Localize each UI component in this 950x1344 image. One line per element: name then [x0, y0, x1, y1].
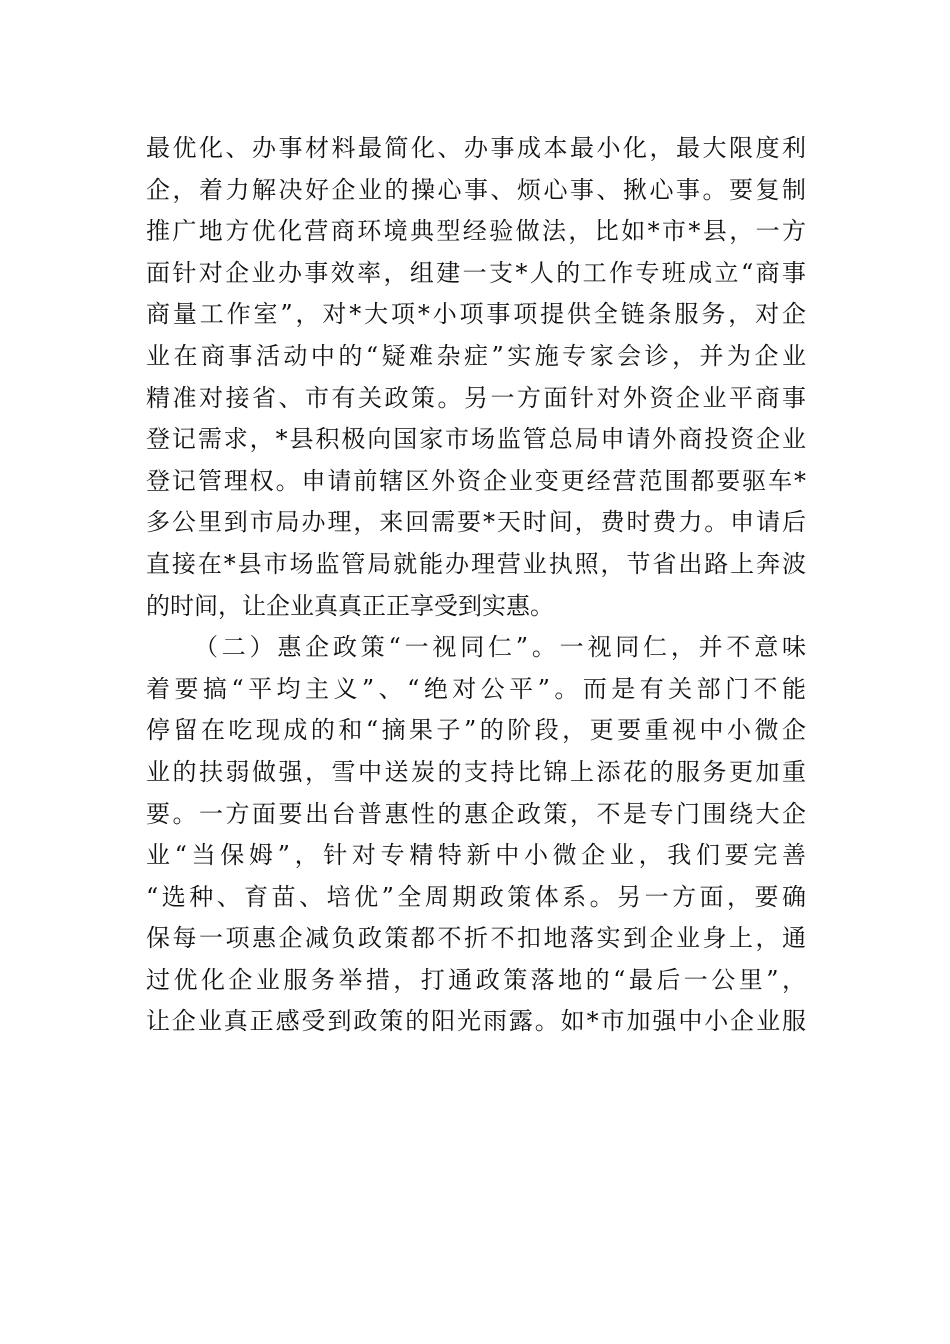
- text-line: 过优化企业服务举措，打通政策落地的“最后一公里”，: [146, 965, 806, 994]
- text-line: 精准对接省、市有关政策。另一方面针对外资企业平商事: [146, 383, 806, 412]
- paragraph-2: [146, 627, 806, 1043]
- text-line: “选种、育苗、培优”全周期政策体系。另一方面，要确: [146, 882, 806, 911]
- text-line: 业在商事活动中的“疑难杂症”实施专家会诊，并为企业: [146, 341, 806, 370]
- text-line: 业“当保姆”，针对专精特新中小微企业，我们要完善: [146, 841, 806, 870]
- text-line: 登记管理权。申请前辖区外资企业变更经营范围都要驱车*: [146, 466, 806, 495]
- text-line: 企，着力解决好企业的操心事、烦心事、揪心事。要复制: [146, 175, 806, 204]
- text-line: 推广地方优化营商环境典型经验做法，比如*市*县，一方: [146, 217, 806, 246]
- text-line: 让企业真正感受到政策的阳光雨露。如*市加强中小企业服: [146, 1007, 806, 1036]
- paragraph-1: [146, 128, 806, 627]
- text-line: 登记需求，*县积极向国家市场监管总局申请外商投资企业: [146, 425, 806, 454]
- text-line: 多公里到市局办理，来回需要*天时间，费时费力。申请后: [146, 508, 806, 537]
- text-line: 最优化、办事材料最简化、办事成本最小化，最大限度利: [146, 134, 806, 162]
- text-line: 商量工作室”，对*大项*小项事项提供全链条服务，对企: [146, 300, 806, 329]
- section-heading-line: （二）惠企政策“一视同仁”。一视同仁，并不意味: [194, 633, 806, 662]
- text-line: 停留在吃现成的和“摘果子”的阶段，更要重视中小微企: [146, 716, 806, 745]
- text-line: 面针对企业办事效率，组建一支*人的工作专班成立“商事: [146, 258, 806, 287]
- text-line: 业的扶弱做强，雪中送炭的支持比锦上添花的服务更加重: [146, 757, 806, 786]
- document-body: [146, 128, 806, 1043]
- text-line: 的时间，让企业真真正正享受到实惠。: [146, 591, 554, 620]
- text-line: 直接在*县市场监管局就能办理营业执照，节省出路上奔波: [146, 549, 806, 578]
- text-line: 保每一项惠企减负政策都不折不扣地落实到企业身上，通: [146, 924, 806, 953]
- text-line: 着要搞“平均主义”、“绝对公平”。而是有关部门不能: [146, 674, 806, 703]
- text-line: 要。一方面要出台普惠性的惠企政策，不是专门围绕大企: [146, 799, 806, 828]
